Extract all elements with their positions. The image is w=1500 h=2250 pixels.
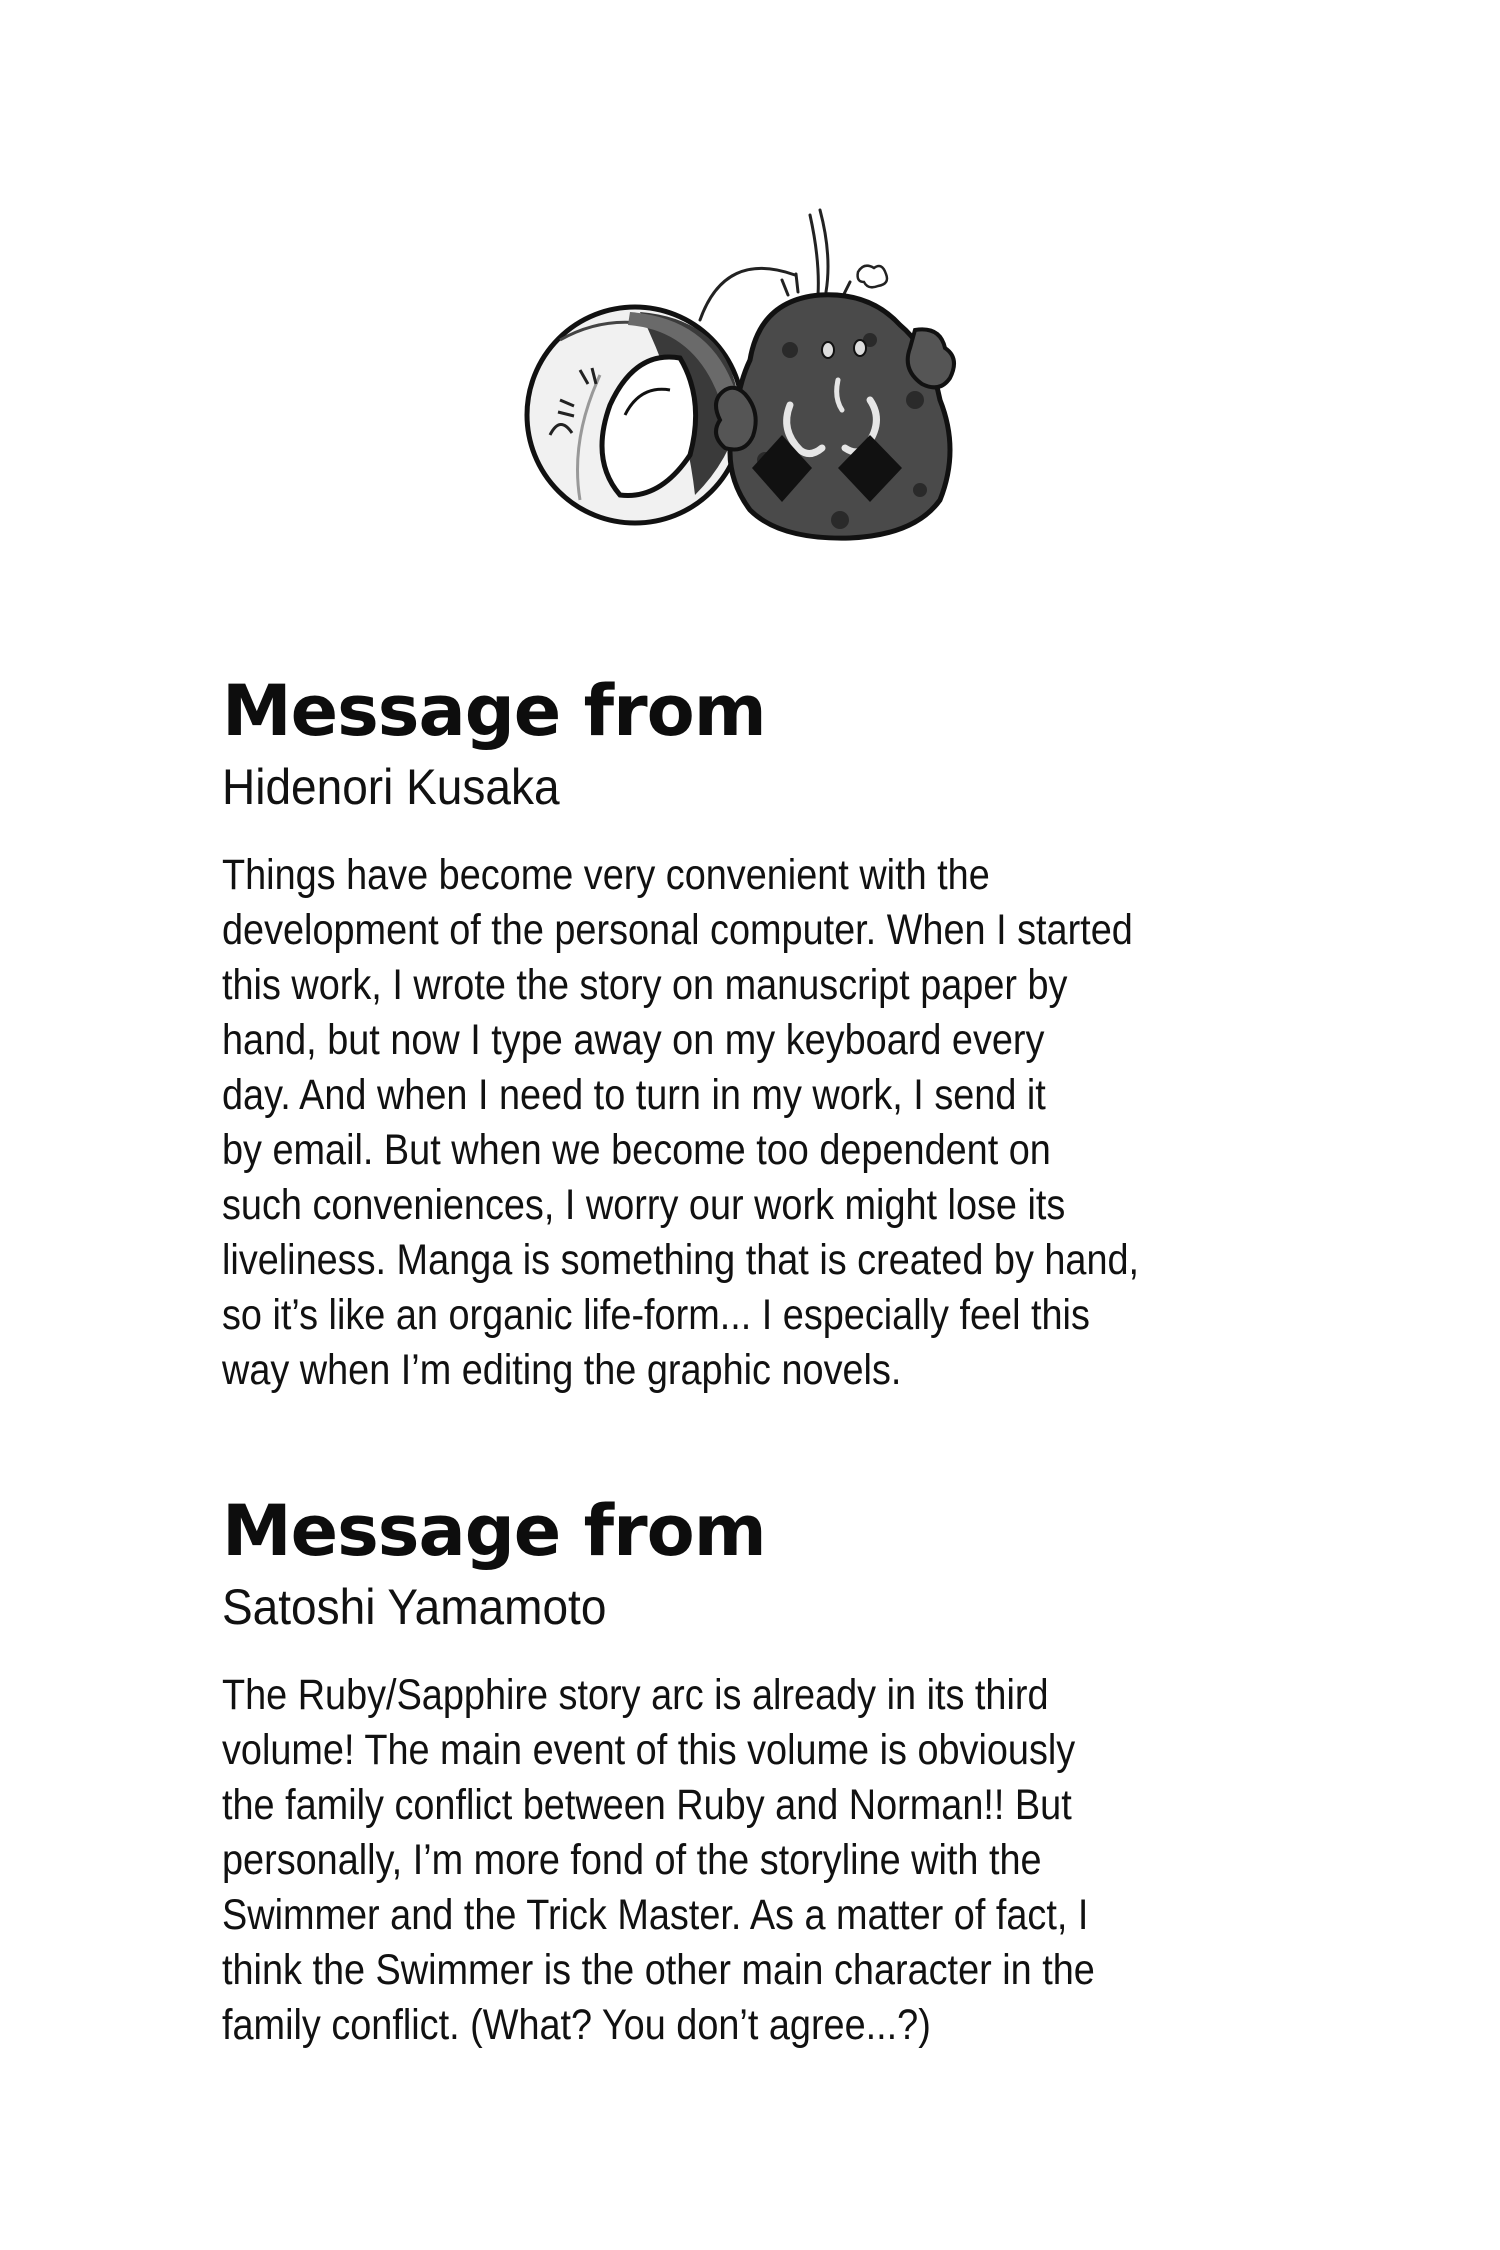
body-line: this work, I wrote the story on manuscript paper by	[222, 961, 1068, 1009]
body-line: The Ruby/Sapphire story arc is already in its third	[222, 1671, 1049, 1719]
rolled-ball-character-icon	[527, 307, 743, 523]
dark-blob-character-icon	[716, 295, 954, 538]
author-name: Hidenori Kusaka	[222, 759, 560, 815]
body-line: Things have become very convenient with the	[222, 851, 990, 899]
body-line: personally, I’m more fond of the storyline with the	[222, 1836, 1042, 1884]
message-heading: Message from	[222, 1490, 766, 1572]
message-section-kusaka	[222, 668, 1302, 1398]
body-line: the family conflict between Ruby and Norman!! But	[222, 1781, 1072, 1829]
body-line: liveliness. Manga is something that is created by hand,	[222, 1236, 1140, 1284]
body-line: way when I’m editing the graphic novels.	[222, 1346, 902, 1394]
message-section-yamamoto	[222, 1488, 1302, 2053]
body-line: so it’s like an organic life-form... I especially feel this	[222, 1291, 1090, 1339]
message-body	[222, 848, 1302, 1398]
body-line: development of the personal computer. When I started	[222, 906, 1133, 954]
author-name: Satoshi Yamamoto	[222, 1579, 607, 1635]
body-line: volume! The main event of this volume is obviously	[222, 1726, 1076, 1774]
message-body	[222, 1668, 1302, 2053]
body-line: by email. But when we become too dependent on	[222, 1126, 1051, 1174]
body-line: day. And when I need to turn in my work, I send it	[222, 1071, 1046, 1119]
character-illustration	[520, 200, 990, 545]
body-line: think the Swimmer is the other main character in the	[222, 1946, 1095, 1994]
body-line: family conflict. (What? You don’t agree...?)	[222, 2001, 931, 2049]
body-line: such conveniences, I worry our work might lose its	[222, 1181, 1066, 1229]
body-line: hand, but now I type away on my keyboard every	[222, 1016, 1045, 1064]
message-heading: Message from	[222, 670, 766, 752]
body-line: Swimmer and the Trick Master. As a matter of fact, I	[222, 1891, 1089, 1939]
